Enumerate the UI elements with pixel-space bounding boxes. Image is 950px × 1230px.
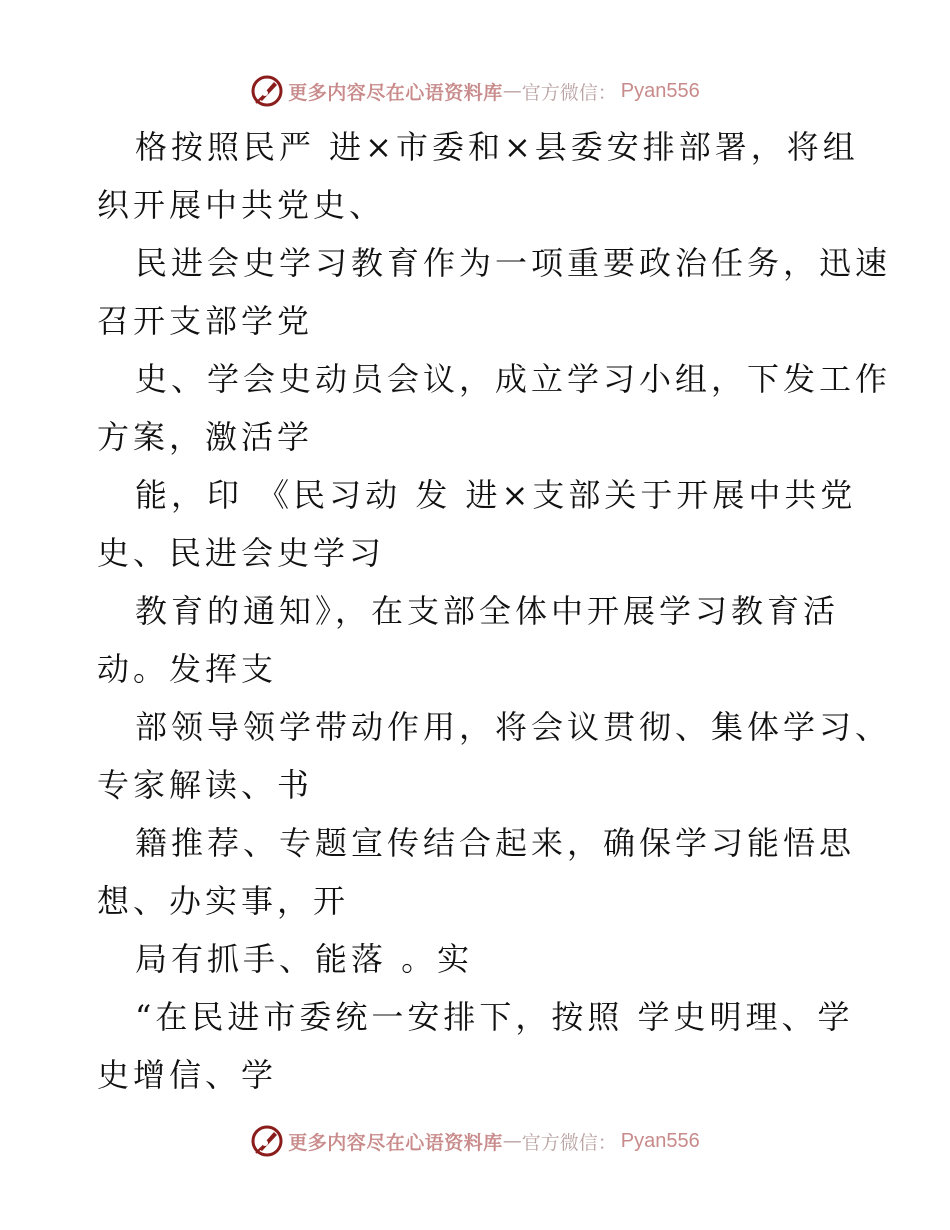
header-banner bbox=[0, 71, 950, 111]
banner-dash: — bbox=[502, 80, 522, 102]
text-line: 织开展中共党史、 bbox=[97, 186, 386, 224]
document-body bbox=[97, 118, 897, 1104]
banner-wechat-id: Pyan556 bbox=[620, 1129, 700, 1152]
banner-title: 更多内容尽在心语资料库 bbox=[288, 1131, 503, 1154]
text-line: 能，印 《民习动 发 进×支部关于开展中共党 bbox=[135, 476, 857, 514]
footer-banner-content bbox=[250, 1124, 700, 1158]
text-line: 民进会史学习教育作为一项重要政治任务，迅速 bbox=[135, 244, 892, 282]
text-line: 动。发挥支 bbox=[97, 650, 278, 688]
text-line: 史、学会史动员会议，成立学习小组，下发工作 bbox=[135, 360, 892, 398]
banner-wechat-label: 官方微信： bbox=[521, 1131, 617, 1154]
text-line: 史增信、学 bbox=[97, 1056, 278, 1094]
text-line: 部领导领学带动作用，将会议贯彻、集体学习、 bbox=[135, 708, 892, 746]
quill-logo-icon bbox=[250, 1124, 284, 1158]
header-banner-content bbox=[250, 74, 700, 108]
text-line: 召开支部学党 bbox=[97, 302, 314, 340]
banner-dash: — bbox=[502, 1130, 522, 1152]
quill-logo-icon bbox=[250, 74, 284, 108]
text-line: “在民进市委统一安排下，按照 学史明理、学 bbox=[135, 998, 854, 1036]
text-line: 专家解读、书 bbox=[97, 766, 314, 804]
text-line: 格按照民严 进×市委和×县委安排部署，将组 bbox=[135, 128, 859, 166]
banner-wechat-id: Pyan556 bbox=[620, 79, 700, 102]
text-line: 方案，激活学 bbox=[97, 418, 314, 456]
text-line: 籍推荐、专题宣传结合起来，确保学习能悟思 bbox=[135, 824, 856, 862]
banner-wechat-label: 官方微信： bbox=[521, 81, 617, 104]
text-line: 史、民进会史学习 bbox=[97, 534, 386, 572]
text-line: 教育的通知》，在支部全体中开展学习教育活 bbox=[135, 592, 840, 630]
banner-title: 更多内容尽在心语资料库 bbox=[288, 81, 503, 104]
text-line: 想、办实事，开 bbox=[97, 882, 350, 920]
text-line: 局有抓手、能落 。实 bbox=[135, 940, 474, 978]
footer-banner bbox=[0, 1121, 950, 1161]
